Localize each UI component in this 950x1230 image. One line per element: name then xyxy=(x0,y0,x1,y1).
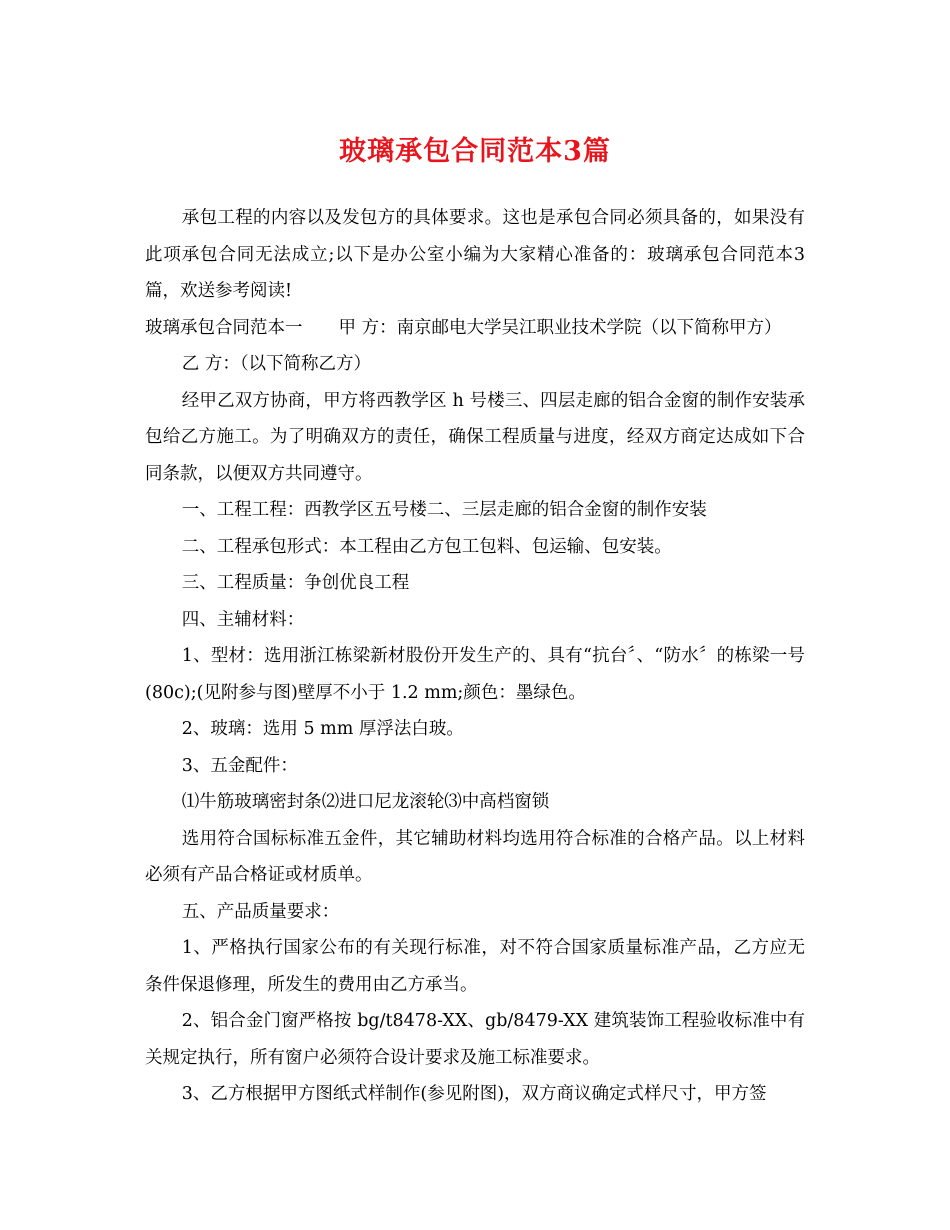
clause-4: 四、主辅材料： xyxy=(181,609,305,630)
clause-5: 五、产品质量要求： xyxy=(181,901,340,922)
party-a: 甲 方：南京邮电大学吴江职业技术学院（以下简称甲方） xyxy=(338,317,782,338)
clause-3: 三、工程质量：争创优良工程 xyxy=(181,573,410,593)
intro-paragraph: 承包工程的内容以及发包方的具体要求。这也是承包合同必须具备的，如果没有此项承包合同无法成立;以下是办公室小编为大家精心准备的：玻璃承包合同范本3篇，欢送参考阅读! xyxy=(145,208,805,301)
clause-2: 二、工程承包形式：本工程由乙方包工包料、包运输、包安装。 xyxy=(181,536,672,557)
clause-1: 一、工程工程：西教学区五号楼二、三层走廊的铝合金窗的制作安装 xyxy=(181,500,707,520)
document-title: 玻璃承包合同范本3篇 xyxy=(339,136,611,167)
material-3: 3、五金配件： xyxy=(181,755,298,776)
party-b: 乙 方：（以下简称乙方） xyxy=(181,354,372,374)
document-body xyxy=(145,200,805,1113)
material-2: 2、玻璃：选用 5 mm 厚浮法白玻。 xyxy=(181,719,464,739)
section-heading-line xyxy=(145,310,805,347)
quality-2: 2、铝合金门窗严格按 bg/t8478-XX、gb/8479-XX 建筑装饰工程验收标准中有关规定执行，所有窗户必须符合设计要求及施工标准要求。 xyxy=(145,1011,805,1068)
section-title: 玻璃承包合同范本一 xyxy=(145,317,303,338)
hardware-items: ⑴牛筋玻璃密封条⑵进口尼龙滚轮⑶中高档窗锁 xyxy=(181,792,550,812)
quality-1: 1、严格执行国家公布的有关现行标准，对不符合国家质量标准产品，乙方应无条件保退修理，所发生的费用由乙方承当。 xyxy=(145,938,805,995)
material-1: 1、型材：选用浙江栋梁新材股份开发生产的、具有“抗台〞、“防水〞的栋梁一号(80c);(见附参与图)壁厚不小于 1.2 mm;颜色：墨绿色。 xyxy=(145,646,805,703)
hardware-note: 选用符合国标标准五金件，其它辅助材料均选用符合标准的合格产品。以上材料必须有产品合格证或材质单。 xyxy=(145,828,805,885)
agreement-paragraph: 经甲乙双方协商，甲方将西教学区 h 号楼三、四层走廊的铝合金窗的制作安装承包给乙方施工。为了明确双方的责任，确保工程质量与进度，经双方商定达成如下合同条款，以便双方共同遵守。 xyxy=(145,390,805,484)
quality-3: 3、乙方根据甲方图纸式样制作(参见附图)，双方商议确定式样尺寸，甲方签 xyxy=(181,1084,767,1104)
